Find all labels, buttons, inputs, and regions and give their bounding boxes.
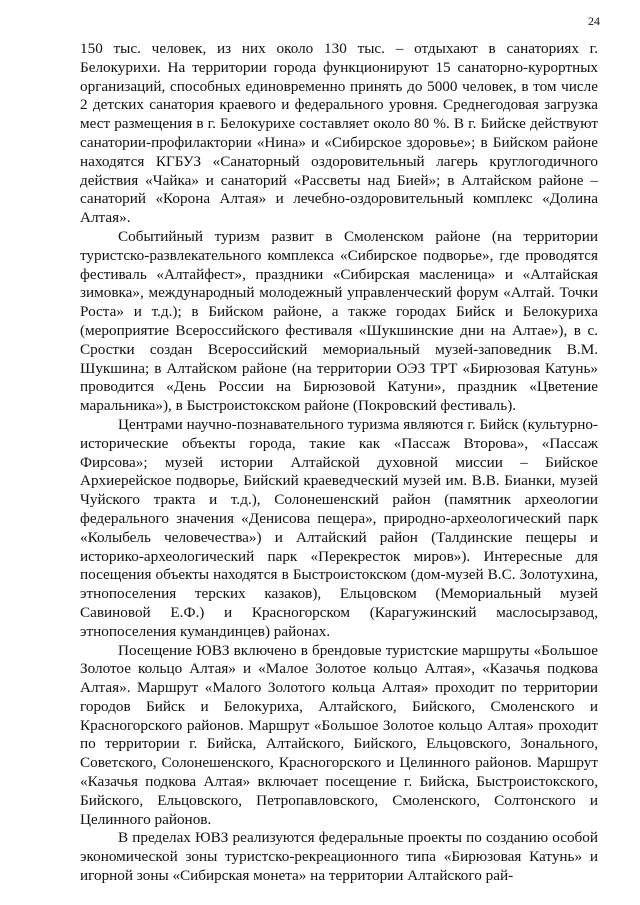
paragraph-sanatoriums: 150 тыс. человек, из них около 130 тыс. – отдыхают в санаториях г. Белокурихи. На территории города функционируют 15 санаторно-курортных организаций, способных единовременно принять до 5000 человек, в том числе 2 детских санатория краевого и федерального уровня. Среднегодовая загрузка мест размещения в г. Белокурихе составляет около 80 %. В г. Бийске действуют санатории-профилактории «Нина» и «Сибирское здоровье»; в Бийском районе находятся КГБУЗ «Санаторный оздоровительный лагерь круглогодичного действия «Чайка» и санаторий «Рассветы над Бией»; в Алтайском районе – санаторий «Корона Алтая» и лечебно-оздоровительный комплекс «Долина Алтая». bbox=[80, 40, 598, 227]
paragraph-educational-tourism: Центрами научно-познавательного туризма являются г. Бийск (культурно-исторические объекты города, такие как «Пассаж Второва», «Пассаж Фирсова»; музей истории Алтайской духовной миссии – Бийское Архиерейское подворье, Бийский краеведческий музей им. В.В. Бианки, музей Чуйского тракта и т.д.), Солонешенский район (памятник археологии федерального значения «Денисова пещера», природно-археологический парк «Колыбель человечества») и Алтайский район (Талдинские пещеры и историко-археологический парк «Перекресток миров»). Интересные для посещения объекты находятся в Быстроистокском (дом-музей В.С. Золотухина, этнопоселения терских казаков), Ельцовском (Мемориальный музей Савиновой Е.Ф.) и Красногорском (Карагужинский маслосырзавод, этнопоселения кумандинцев) районах. bbox=[80, 415, 598, 640]
paragraph-tourist-routes: Посещение ЮВЗ включено в брендовые туристские маршруты «Большое Золотое кольцо Алтая» и «Малое Золотое кольцо Алтая», «Казачья подкова Алтая». Маршрут «Малого Золотого кольца Алтая» проходит по территории городов Бийск и Белокуриха, Алтайского, Бийского, Смоленского и Красногорского районов. Маршрут «Большое Золотое кольцо Алтая» проходит по территории г. Бийска, Алтайского, Бийского, Ельцовского, Зонального, Советского, Солонешенского, Красногорского и Целинного районов. Маршрут «Казачья подкова Алтая» включает посещение г. Бийска, Быстроистокского, Бийского, Ельцовского, Петропавловского, Смоленского, Солтонского и Целинного районов. bbox=[80, 641, 598, 828]
paragraph-event-tourism: Событийный туризм развит в Смоленском районе (на территории туристско-развлекательного комплекса «Сибирское подворье», где проводятся фестиваль «Алтайфест», праздники «Сибирская масленица» и «Алтайская зимовка», международный молодежный управленческий форум «Алтай. Точки Роста» и т.д.); в Бийском районе, а также городах Бийск и Белокуриха (мероприятие Всероссийского фестиваля «Шукшинские дни на Алтае»), в с. Сростки создан Всероссийский мемориальный музей-заповедник В.М. Шукшина; в Алтайском районе (на территории ОЭЗ ТРТ «Бирюзовая Катунь» проводится «День России на Бирюзовой Катуни», праздник «Цветение маральника»), в Быстроистокском районе (Покровский фестиваль). bbox=[80, 227, 598, 415]
document-body bbox=[80, 40, 598, 886]
page-number: 24 bbox=[588, 14, 600, 28]
paragraph-federal-projects: В пределах ЮВЗ реализуются федеральные проекты по созданию особой экономической зоны туристско-рекреационного типа «Бирюзовая Катунь» и игорной зоны «Сибирская монета» на территории Алтайского рай- bbox=[80, 829, 598, 885]
